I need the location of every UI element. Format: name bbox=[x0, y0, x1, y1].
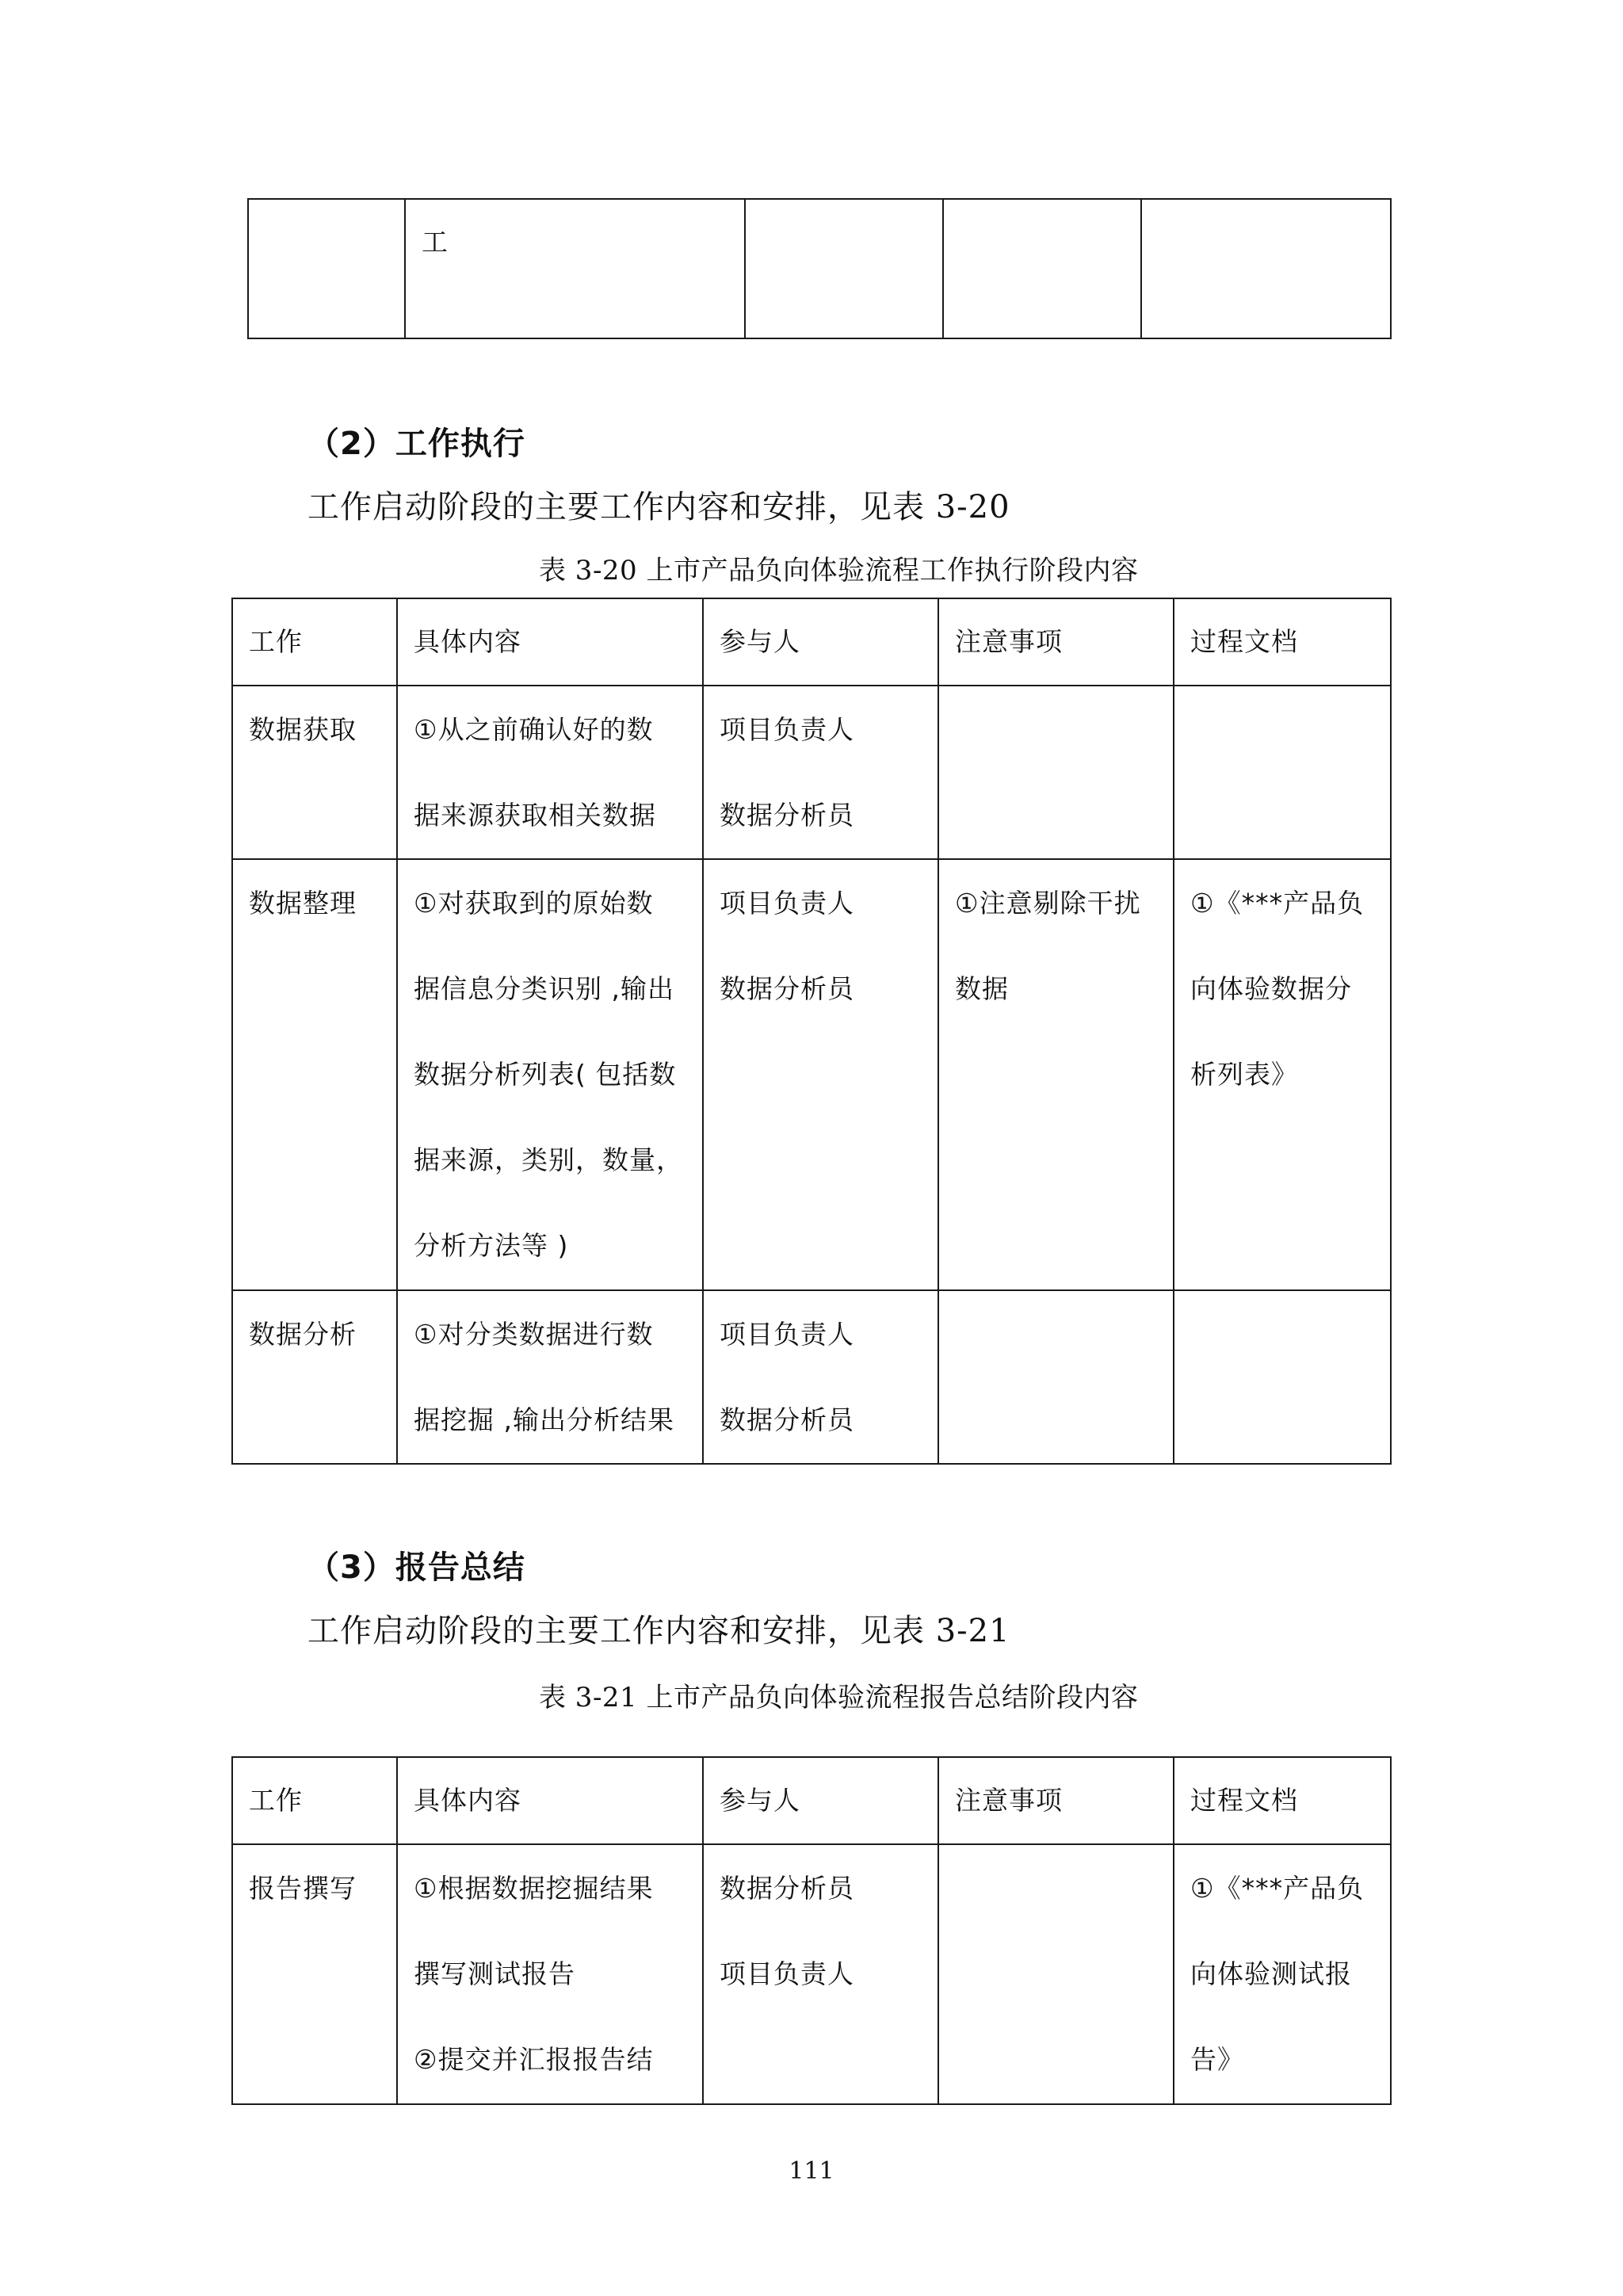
table-header-cell: 参与人 bbox=[703, 598, 938, 686]
table-cell bbox=[938, 1290, 1174, 1464]
table-row bbox=[232, 859, 1391, 1290]
table-cell: ①从之前确认好的数 据来源获取相关数据 bbox=[397, 686, 703, 859]
table-header-cell: 过程文档 bbox=[1174, 1757, 1391, 1844]
table-cell bbox=[1141, 199, 1391, 338]
table-header-cell: 过程文档 bbox=[1174, 598, 1391, 686]
table-cell: 数据整理 bbox=[232, 859, 397, 1290]
table-row bbox=[232, 1290, 1391, 1464]
table-row bbox=[232, 1844, 1391, 2104]
table-header-row bbox=[232, 598, 1391, 686]
table-cell: 数据获取 bbox=[232, 686, 397, 859]
continuation-table bbox=[247, 198, 1392, 339]
table-header-cell: 具体内容 bbox=[397, 598, 703, 686]
section-paragraph: 工作启动阶段的主要工作内容和安排，见表 3-21 bbox=[307, 1613, 1010, 1649]
table-cell: ①对分类数据进行数 据挖掘 ,输出分析结果 bbox=[397, 1290, 703, 1464]
table-cell: 工 bbox=[405, 199, 745, 338]
table-row bbox=[232, 686, 1391, 859]
table-cell bbox=[938, 1844, 1174, 2104]
table-cell bbox=[938, 686, 1174, 859]
table-cell bbox=[248, 199, 405, 338]
page-number: 111 bbox=[789, 2157, 834, 2185]
table-header-cell: 工作 bbox=[232, 598, 397, 686]
table-caption: 表 3-20 上市产品负向体验流程工作执行阶段内容 bbox=[539, 555, 1139, 586]
table-cell: 报告撰写 bbox=[232, 1844, 397, 2104]
table-cell: 项目负责人 数据分析员 bbox=[703, 859, 938, 1290]
table-cell: ①根据数据挖掘结果 撰写测试报告 ②提交并汇报报告结 bbox=[397, 1844, 703, 2104]
table-cell: 项目负责人 数据分析员 bbox=[703, 1290, 938, 1464]
table-header-cell: 具体内容 bbox=[397, 1757, 703, 1844]
table-header-cell: 注意事项 bbox=[938, 598, 1174, 686]
table-cell: ①《***产品负 向体验数据分 析列表》 bbox=[1174, 859, 1391, 1290]
table-caption: 表 3-21 上市产品负向体验流程报告总结阶段内容 bbox=[539, 1682, 1139, 1713]
section-paragraph: 工作启动阶段的主要工作内容和安排，见表 3-20 bbox=[307, 489, 1010, 525]
table-header-cell: 参与人 bbox=[703, 1757, 938, 1844]
table-header-row bbox=[232, 1757, 1391, 1844]
table-cell: ①注意剔除干扰 数据 bbox=[938, 859, 1174, 1290]
table-cell bbox=[1174, 686, 1391, 859]
table-cell bbox=[943, 199, 1141, 338]
table-cell bbox=[1174, 1290, 1391, 1464]
execution-stage-table bbox=[231, 598, 1392, 1465]
table-cell: ①对获取到的原始数 据信息分类识别 ,输出 数据分析列表( 包括数 据来源，类别，数量， 分析方法等 ) bbox=[397, 859, 703, 1290]
table-row bbox=[248, 199, 1391, 338]
table-header-cell: 工作 bbox=[232, 1757, 397, 1844]
table-cell: 数据分析员 项目负责人 bbox=[703, 1844, 938, 2104]
table-cell bbox=[745, 199, 943, 338]
section-heading: （2）工作执行 bbox=[307, 426, 525, 462]
report-summary-table bbox=[231, 1756, 1392, 2105]
section-heading: （3）报告总结 bbox=[307, 1549, 525, 1586]
table-cell: 数据分析 bbox=[232, 1290, 397, 1464]
table-cell: 项目负责人 数据分析员 bbox=[703, 686, 938, 859]
table-cell: ①《***产品负 向体验测试报 告》 bbox=[1174, 1844, 1391, 2104]
table-header-cell: 注意事项 bbox=[938, 1757, 1174, 1844]
